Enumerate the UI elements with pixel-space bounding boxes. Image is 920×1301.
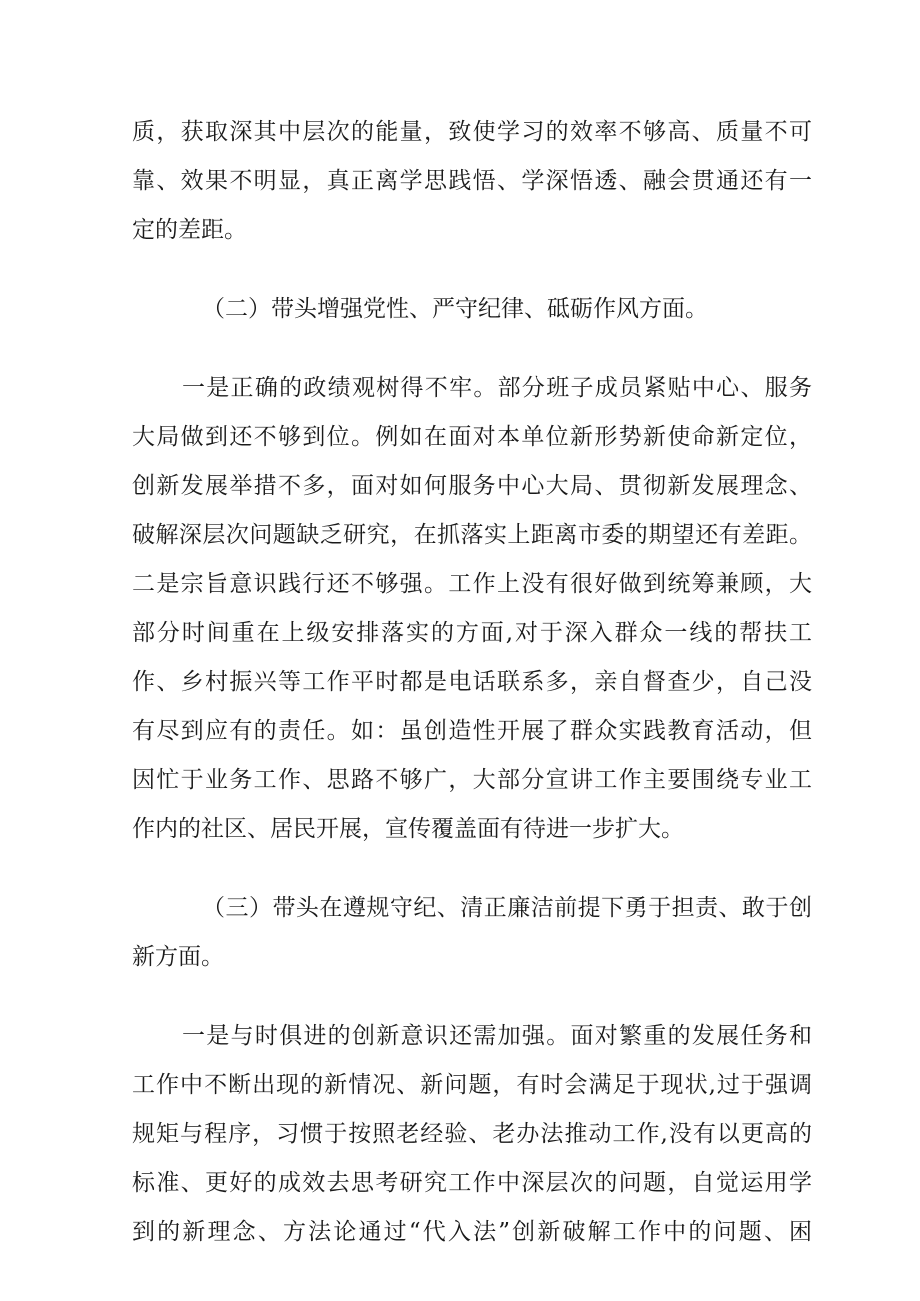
- text-line: 因忙于业务工作、思路不够广，大部分宣讲工作主要围绕专业工: [132, 767, 812, 793]
- text-line: 定的差距。: [132, 217, 247, 243]
- text-line: 一是与时俱进的创新意识还需加强。面对繁重的发展任务和: [182, 1023, 812, 1049]
- text-line: 破解深层次问题缺乏研究，在抓落实上距离市委的期望还有差距。: [132, 522, 812, 548]
- section-heading-2: [132, 285, 812, 334]
- text-line: 标准、更好的成效去思考研究工作中深层次的问题，自觉运用学: [132, 1170, 812, 1196]
- text-line: 作、乡村振兴等工作平时都是电话联系多，亲自督查少，自己没: [132, 669, 812, 695]
- paragraph-political-performance: [132, 364, 812, 854]
- heading-line: （三）带头在遵规守纪、清正廉洁前提下勇于担责、敢于创: [202, 895, 812, 921]
- text-line: 质，获取深其中层次的能量，致使学习的效率不够高、质量不可: [132, 119, 812, 145]
- section-heading-3: [132, 884, 812, 982]
- paragraph-gap: [132, 255, 812, 285]
- text-line: 部分时间重在上级安排落实的方面,对于深入群众一线的帮扶工: [132, 620, 812, 646]
- heading-line: 新方面。: [132, 944, 224, 970]
- text-line: 创新发展举措不多，面对如何服务中心大局、贯彻新发展理念、: [132, 473, 812, 499]
- paragraph-gap: [132, 334, 812, 364]
- text-line: 靠、效果不明显，真正离学思践悟、学深悟透、融会贯通还有一: [132, 168, 812, 194]
- paragraph-gap: [132, 854, 812, 884]
- text-line: 到的新理念、方法论通过“代入法”创新破解工作中的问题、困: [132, 1219, 812, 1245]
- text-line: 二是宗旨意识践行还不够强。工作上没有很好做到统筹兼顾，大: [132, 571, 812, 597]
- heading-line: （二）带头增强党性、严守纪律、砥砺作风方面。: [202, 296, 708, 322]
- paragraph-gap: [132, 982, 812, 1012]
- text-line: 有尽到应有的责任。如：虽创造性开展了群众实践教育活动，但: [132, 718, 812, 744]
- paragraph-continuation: [132, 108, 812, 255]
- text-line: 大局做到还不够到位。例如在面对本单位新形势新使命新定位，: [132, 424, 812, 450]
- text-line: 作内的社区、居民开展，宣传覆盖面有待进一步扩大。: [132, 816, 684, 842]
- text-line: 规矩与程序，习惯于按照老经验、老办法推动工作,没有以更高的: [132, 1121, 812, 1147]
- text-line: 一是正确的政绩观树得不牢。部分班子成员紧贴中心、服务: [182, 375, 812, 401]
- text-line: 工作中不断出现的新情况、新问题，有时会满足于现状,过于强调: [132, 1072, 812, 1098]
- paragraph-innovation-awareness: [132, 1012, 812, 1257]
- document-body: [132, 108, 812, 1257]
